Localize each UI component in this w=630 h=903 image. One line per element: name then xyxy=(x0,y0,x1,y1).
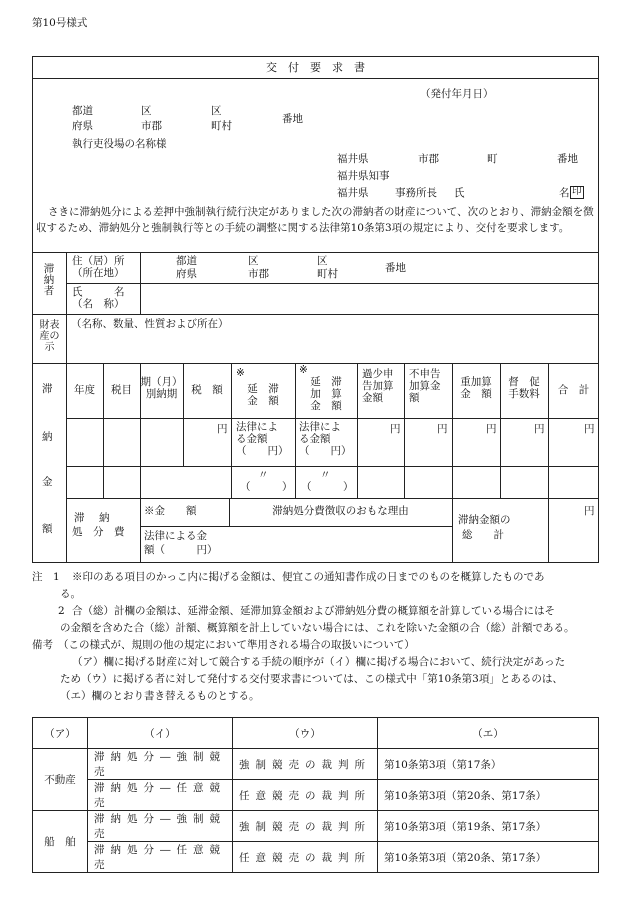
header-nonfile-add: 不申告 加算金 額 xyxy=(409,368,441,405)
note-2-mark: 2 xyxy=(58,605,65,617)
note-1-text: ※印のある項目のかっこ内に掲げる金額は、便宜この通知書作成の日までのものを概算したものであ xyxy=(72,571,545,583)
ref-cell-recipient: 強制競売の裁判所 xyxy=(233,811,378,842)
ref-header-a: （ア） xyxy=(33,718,88,749)
sender-office-shi: 氏 xyxy=(454,187,465,199)
ref-asset-realestate: 不動産 xyxy=(33,749,88,811)
header-year: 年度 xyxy=(74,384,95,396)
late-paren: （ ） xyxy=(240,481,293,493)
grand-total-label: 滞納金額の 総 計 xyxy=(458,514,511,541)
sender-machi: 町 xyxy=(487,153,498,165)
header-under-add: 過少申 告加算 金額 xyxy=(362,368,394,405)
header-late: 延 滞 金 額 xyxy=(247,383,279,408)
ref-cell-rewrite: 第10条第3項（第20条、第17条） xyxy=(378,780,599,811)
request-body-text: さきに滞納処分による差押中強制執行続行決定がありました次の滞納者の財産について、次のとおり、滞納金額を徴収するため、滞納処分と強制執行等との手続の調整に関する法律第10条第3項の規定により、交付を要求します。 xyxy=(36,206,594,234)
tax-amount-yen: 円 xyxy=(217,423,228,435)
sender-office-mei: 名 xyxy=(559,187,570,199)
taxpayer-address-label: 住（居）所 （所在地） xyxy=(72,255,125,280)
table-row xyxy=(33,780,599,811)
header-late-mark: ※ xyxy=(236,367,245,379)
remarks-para-2: ため（ウ）に掲げる者に対して発付する交付要求書については、この様式中「第10条第3項」とあるのは、 xyxy=(60,673,563,685)
ref-cell-rewrite: 第10条第3項（第17条） xyxy=(378,749,599,780)
taxpayer-addr-banchi: 番地 xyxy=(385,262,406,274)
ref-cell-procedure: 滞納処分―強制競売 xyxy=(88,811,233,842)
late-add-legal-amount: 法律によ る金額 （ 円） xyxy=(299,421,352,458)
late-ditto: 〃 xyxy=(258,469,269,481)
disposal-fee-label: 滞 納 処 分 費 xyxy=(72,512,125,538)
demand-fee-yen: 円 xyxy=(534,423,545,435)
header-late-add: 延 滞 加 算 金 額 xyxy=(310,376,342,413)
disposal-fee-amount-label: ※金 額 xyxy=(144,505,197,517)
late-legal-amount: 法律によ る金額 （ 円） xyxy=(236,421,289,458)
taxpayer-label: 滞 納 者 xyxy=(43,263,55,297)
amount-label-2: 納 xyxy=(42,431,53,443)
table-row xyxy=(33,811,599,842)
heavy-add-yen: 円 xyxy=(486,423,497,435)
ref-cell-procedure: 滞納処分―強制競売 xyxy=(88,749,233,780)
addressee-banchi: 番地 xyxy=(282,113,303,125)
taxpayer-addr-chouson: 町村 xyxy=(317,268,338,280)
taxpayer-addr-ku2: 区 xyxy=(317,255,328,267)
addressee-ku2: 区 xyxy=(211,105,222,117)
taxpayer-name-label: 氏 名 （名 称） xyxy=(72,286,125,311)
ref-header-u: （ウ） xyxy=(233,718,378,749)
table-row xyxy=(33,842,599,873)
ref-cell-procedure: 滞納処分―任意競売 xyxy=(88,842,233,873)
form-title: 交 付 要 求 書 xyxy=(266,61,365,74)
addressee-shigun: 市郡 xyxy=(141,120,162,132)
amount-label-4: 額 xyxy=(42,523,53,535)
issue-date: （発付年月日） xyxy=(420,88,494,100)
ref-table-header xyxy=(33,718,599,749)
header-total: 合 計 xyxy=(557,384,590,396)
header-tax-item: 税目 xyxy=(111,384,132,396)
remarks-para-3: （エ）欄のとおり書き替えるものとする。 xyxy=(60,690,260,702)
sender-banchi: 番地 xyxy=(557,153,578,165)
nonfile-add-yen: 円 xyxy=(437,423,448,435)
sender-office-pref: 福井県 xyxy=(337,187,369,199)
disposal-fee-legal-amount: 法律による金 額（ 円） xyxy=(144,530,218,556)
disposal-fee-reason: 滞納処分費徴収のおもな理由 xyxy=(272,505,409,517)
late-add-ditto: 〃 xyxy=(320,469,331,481)
ref-cell-procedure: 滞納処分―任意競売 xyxy=(88,780,233,811)
total-yen: 円 xyxy=(584,423,595,435)
table-row xyxy=(33,749,599,780)
ref-cell-rewrite: 第10条第3項（第19条、第17条） xyxy=(378,811,599,842)
taxpayer-addr-fuken: 府県 xyxy=(176,268,197,280)
seal-mark: 印 xyxy=(572,186,582,197)
note-1-mark: 注 1 xyxy=(32,571,60,583)
taxpayer-addr-ku1: 区 xyxy=(248,255,259,267)
ref-asset-ship: 船 舶 xyxy=(33,811,88,873)
addressee-pref: 都道 xyxy=(72,105,93,117)
note-1-cont: る。 xyxy=(60,588,81,600)
header-heavy-add: 重加算 金 額 xyxy=(460,376,492,401)
grand-total-yen: 円 xyxy=(584,505,595,517)
ref-cell-recipient: 任意競売の裁判所 xyxy=(233,780,378,811)
ref-cell-recipient: 強制競売の裁判所 xyxy=(233,749,378,780)
property-description-hint: （名称、数量、性質および所在） xyxy=(71,318,229,330)
note-2-cont: の金額を含めた合（総）計額、概算額を計上していない場合には、これを除いた金額の合（総）計額である。 xyxy=(60,622,575,634)
addressee-ku1: 区 xyxy=(141,105,152,117)
remarks-mark: 備考 xyxy=(32,639,53,651)
ref-header-e: （エ） xyxy=(378,718,599,749)
note-2-text: 合（総）計欄の金額は、延滞金額、延滞加算金額および滞納処分費の概算額を計算している場合にはそ xyxy=(72,605,555,617)
sender-pref: 福井県 xyxy=(337,153,369,165)
property-label: 財表 産の 示 xyxy=(39,320,60,353)
addressee-chouson: 町村 xyxy=(211,120,232,132)
amount-label-3: 金 xyxy=(42,476,53,488)
header-tax-amount: 税 額 xyxy=(191,384,223,396)
sender-shigun: 市郡 xyxy=(418,153,439,165)
remarks-heading: （この様式が、規則の他の規定において準用される場合の取扱いについて） xyxy=(58,639,415,651)
remarks-para-1: （ア）欄に掲げる財産に対して競合する手続の順序が（イ）欄に掲げる場合において、続行決定があった xyxy=(72,656,566,668)
ref-cell-recipient: 任意競売の裁判所 xyxy=(233,842,378,873)
header-period: 期（月） 別納期 xyxy=(140,376,183,401)
sender-governor: 福井県知事 xyxy=(337,170,390,182)
under-add-yen: 円 xyxy=(390,423,401,435)
addressee-fuken: 府県 xyxy=(72,120,93,132)
header-demand-fee: 督 促 手数料 xyxy=(508,376,540,401)
taxpayer-addr-todo: 都道 xyxy=(176,255,197,267)
header-late-add-mark: ※ xyxy=(299,364,308,376)
amount-label-1: 滞 xyxy=(42,383,53,395)
late-add-paren: （ ） xyxy=(301,481,354,493)
addressee-office: 執行吏役場の名称様 xyxy=(72,138,167,150)
rewrite-reference-table xyxy=(32,717,599,873)
ref-header-i: （イ） xyxy=(88,718,233,749)
form-number: 第10号様式 xyxy=(32,17,88,29)
taxpayer-addr-shigun: 市郡 xyxy=(248,268,269,280)
ref-cell-rewrite: 第10条第3項（第20条、第17条） xyxy=(378,842,599,873)
sender-office-title: 事務所長 xyxy=(395,187,437,199)
